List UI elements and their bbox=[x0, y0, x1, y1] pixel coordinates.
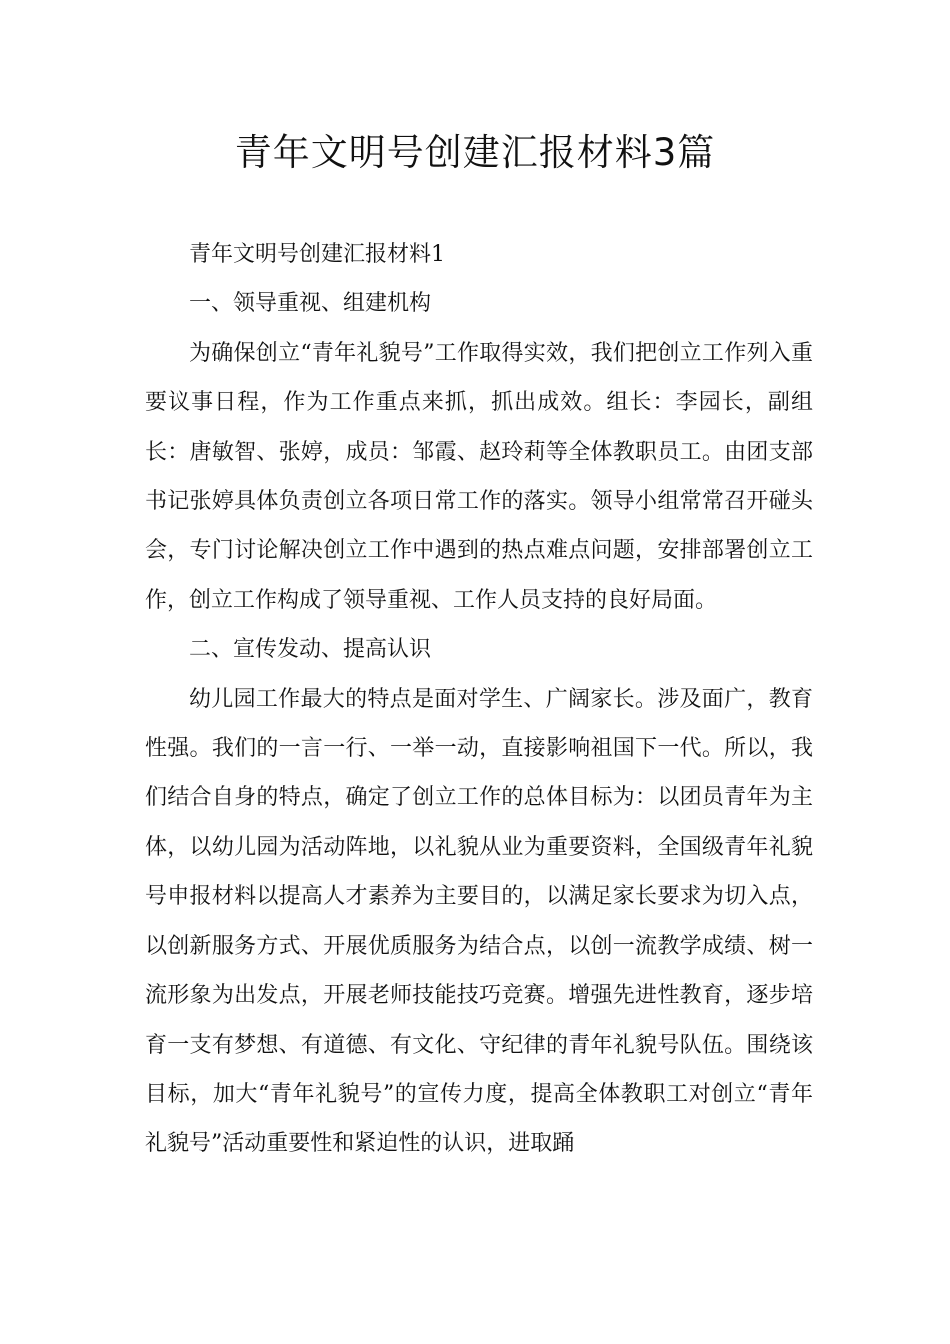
section-heading-1: 一、领导重视、组建机构 bbox=[189, 291, 432, 317]
section-subtitle: 青年文明号创建汇报材料1 bbox=[189, 242, 445, 267]
document-title: 青年文明号创建汇报材料3篇 bbox=[234, 131, 716, 174]
section-heading-2: 二、宣传发动、提高认识 bbox=[189, 637, 432, 663]
document-body bbox=[145, 230, 813, 1169]
body-paragraph-1: 为确保创立“青年礼貌号”工作取得实效，我们把创立工作列入重要议事日程，作为工作重点来抓，抓出成效。组长：李园长，副组长：唐敏智、张婷，成员：邹霞、赵玲莉等全体教职员工。由团支部书记张婷具体负责创立各项日常工作的落实。领导小组常常召开碰头会，专门讨论解决创立工作中遇到的热点难点问题，安排部署创立工作，创立工作构成了领导重视、工作人员支持的良好局面。 bbox=[145, 340, 813, 613]
body-paragraph-2: 幼儿园工作最大的特点是面对学生、广阔家长。涉及面广，教育性强。我们的一言一行、一举一动，直接影响祖国下一代。所以，我们结合自身的特点，确定了创立工作的总体目标为：以团员青年为主体，以幼儿园为活动阵地，以礼貌从业为重要资料，全国级青年礼貌号申报材料以提高人才素养为主要目的，以满足家长要求为切入点，以创新服务方式、开展优质服务为结合点，以创一流教学成绩、树一流形象为出发点，开展老师技能技巧竞赛。增强先进性教育，逐步培育一支有梦想、有道德、有文化、守纪律的青年礼貌号队伍。围绕该目标，加大“青年礼貌号”的宣传力度，提高全体教职工对创立“青年礼貌号”活动重要性和紧迫性的认识，进取踊 bbox=[145, 686, 813, 1157]
